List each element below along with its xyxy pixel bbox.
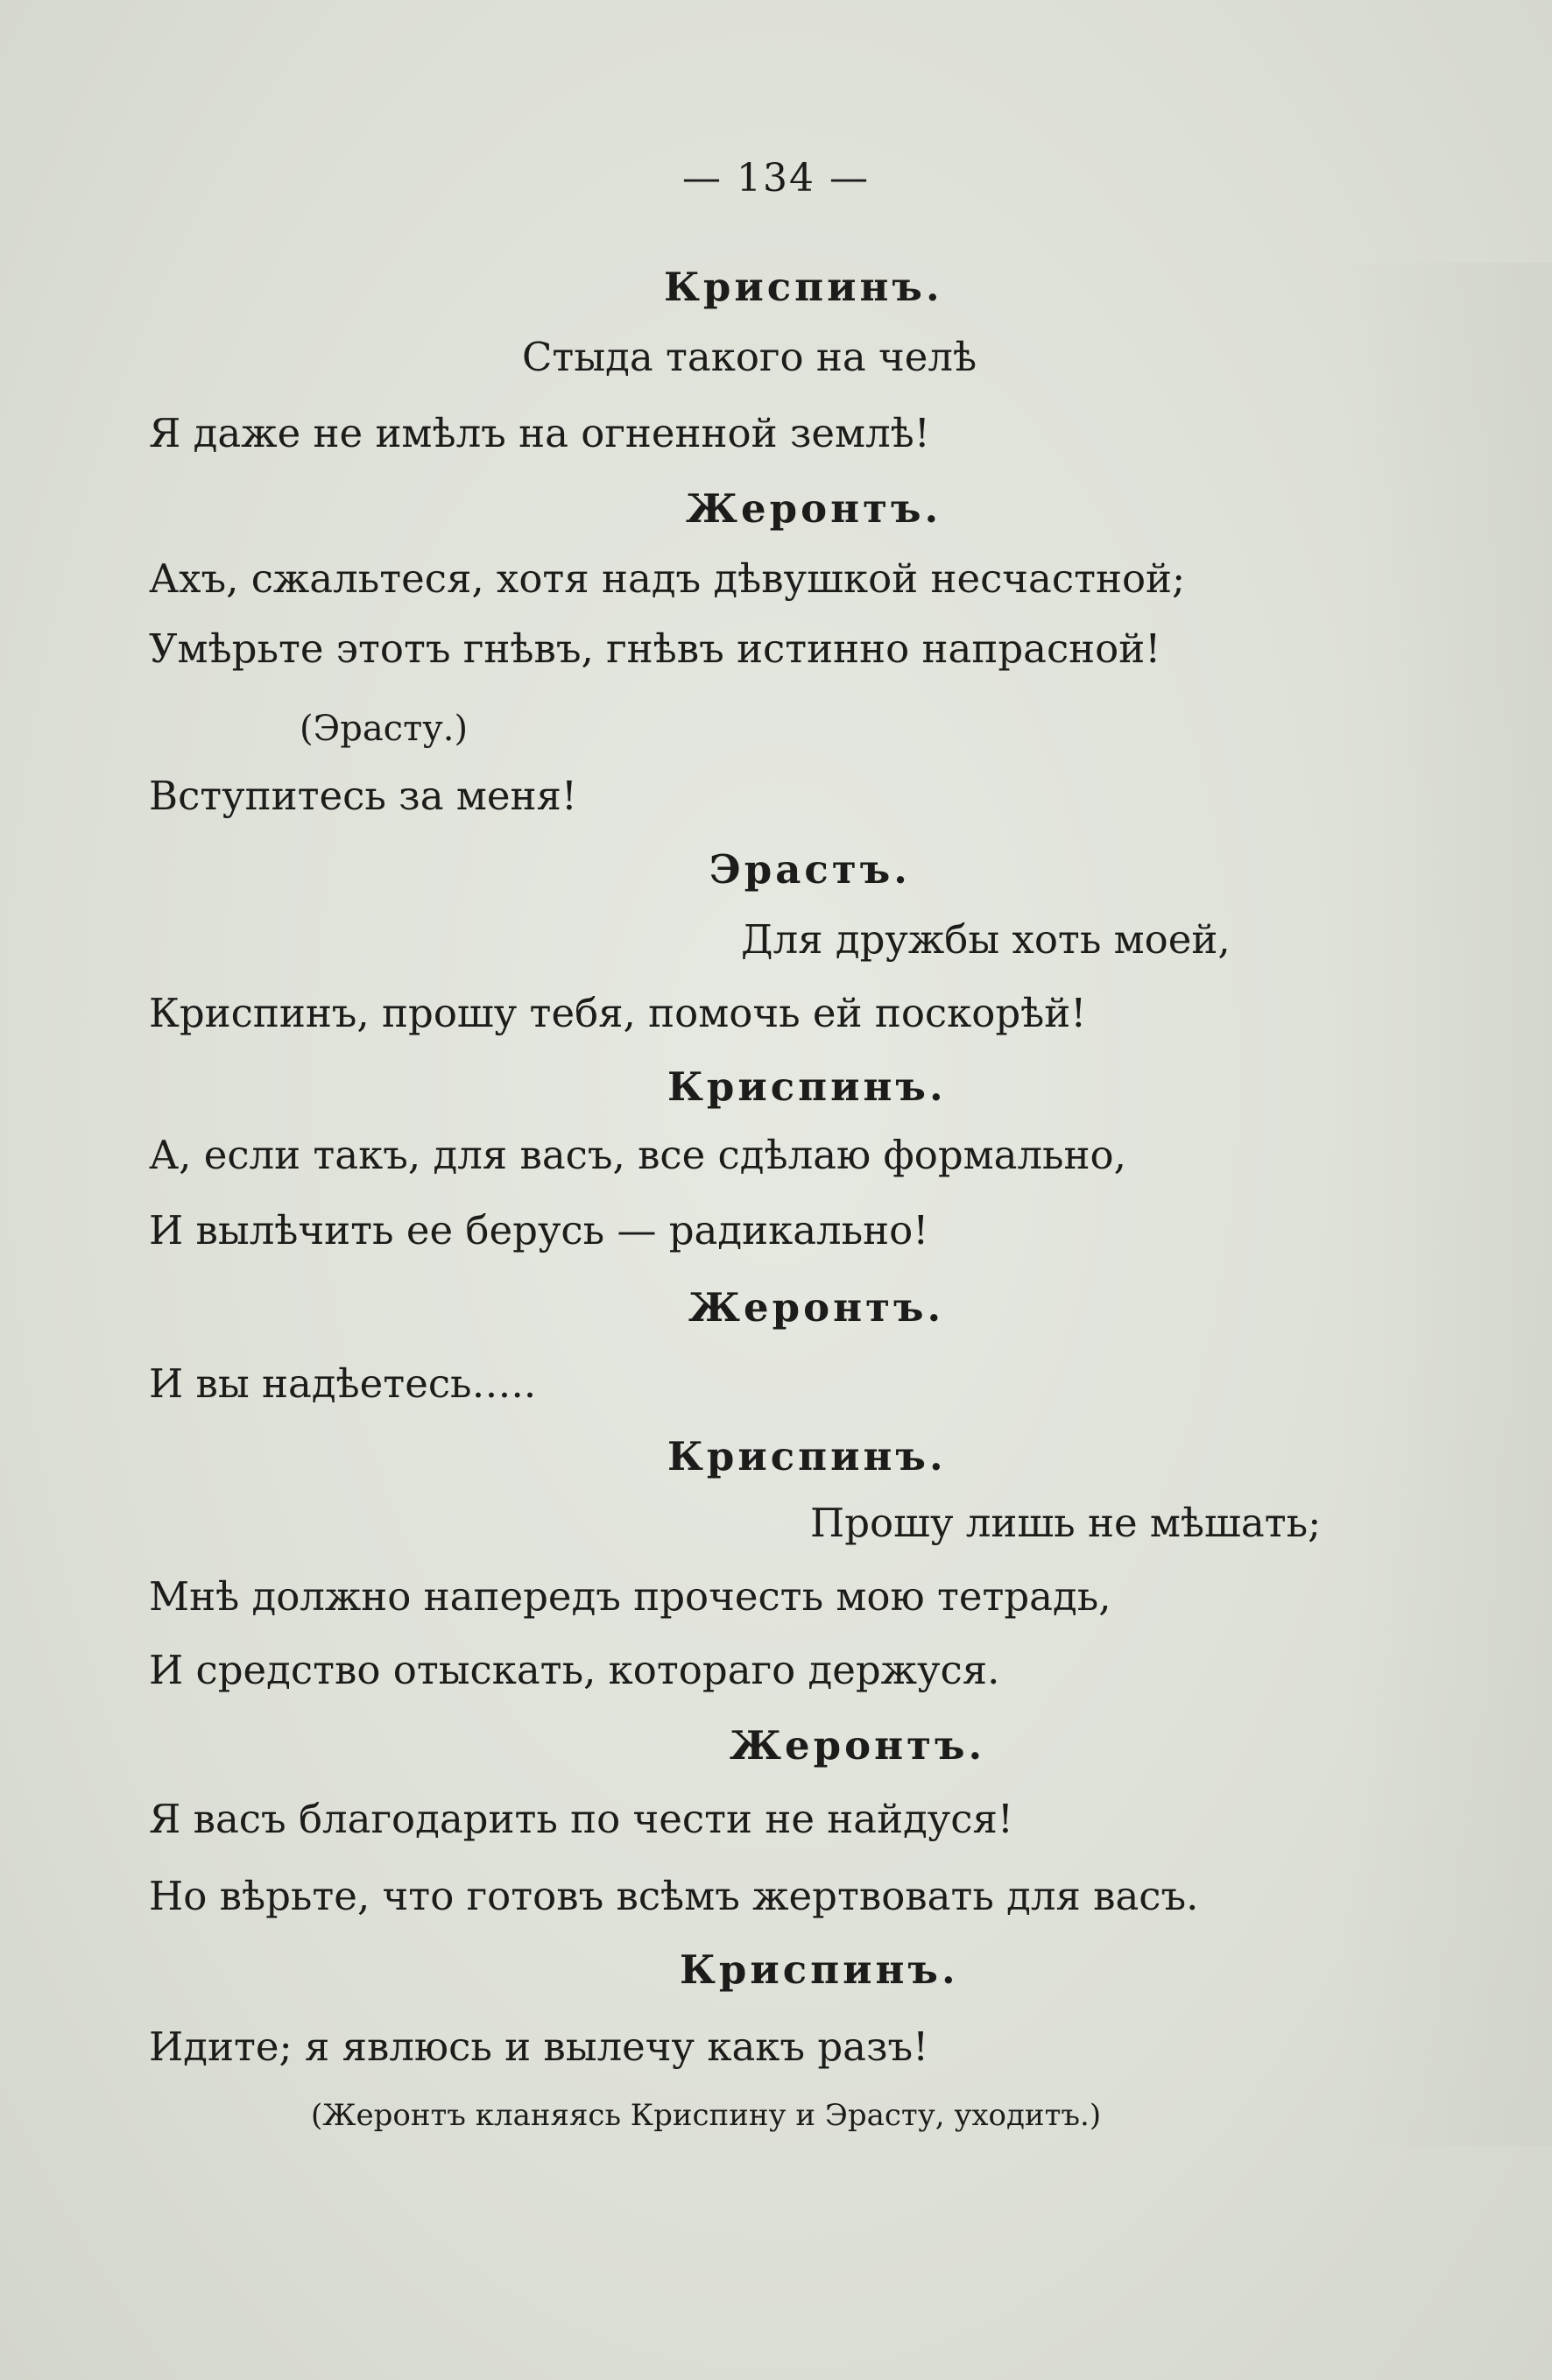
verse-line: Умѣрьте этотъ гнѣвъ, гнѣвъ истинно напрасной! <box>149 625 1161 672</box>
speaker-geronte: Жеронтъ. <box>686 485 942 532</box>
verse-line: И средство отыскать, котораго держуся. <box>149 1647 1000 1693</box>
speaker-erast: Эрастъ. <box>709 846 911 893</box>
verse-line: Мнѣ должно напередъ прочесть мою тетрадь, <box>149 1573 1111 1620</box>
verse-line: Идите; я явлюсь и вылечу какъ разъ! <box>149 2023 929 2070</box>
verse-line: Прошу лишь не мѣшать; <box>810 1500 1322 1546</box>
verse-line: Стыда такого на челѣ <box>522 334 977 380</box>
verse-line: А, если такъ, для васъ, все сдѣлаю формально, <box>149 1132 1126 1178</box>
verse-line: Я васъ благодарить по чести не найдуся! <box>149 1796 1013 1842</box>
speaker-crispin: Криспинъ. <box>667 1063 947 1110</box>
verse-line: Я даже не имѣлъ на огненной землѣ! <box>149 410 930 456</box>
verse-line: И вылѣчить ее берусь — радикально! <box>149 1207 929 1254</box>
verse-line: Вступитесь за меня! <box>149 773 577 819</box>
verse-line: Криспинъ, прошу тебя, помочь ей поскорѣй! <box>149 990 1087 1036</box>
page-number: — 134 — <box>682 156 870 201</box>
verse-line: И вы надѣетесь….. <box>149 1360 537 1407</box>
speaker-geronte: Жеронтъ. <box>730 1722 986 1769</box>
show-through-shadow <box>1342 263 1552 2146</box>
speaker-crispin: Криспинъ. <box>680 1946 959 1993</box>
verse-line: Ахъ, сжальтеся, хотя надъ дѣвушкой несчастной; <box>149 555 1186 602</box>
verse-line: Для дружбы хоть моей, <box>741 916 1231 963</box>
speaker-crispin: Криспинъ. <box>667 1433 947 1480</box>
stage-direction: (Жеронтъ кланяясь Криспину и Эрасту, уходитъ.) <box>311 2098 1102 2133</box>
speaker-geronte: Жеронтъ. <box>688 1284 945 1331</box>
verse-line: Но вѣрьте, что готовъ всѣмъ жертвовать для васъ. <box>149 1873 1199 1919</box>
speaker-crispin: Криспинъ. <box>664 264 943 310</box>
stage-direction: (Эрасту.) <box>300 709 469 749</box>
